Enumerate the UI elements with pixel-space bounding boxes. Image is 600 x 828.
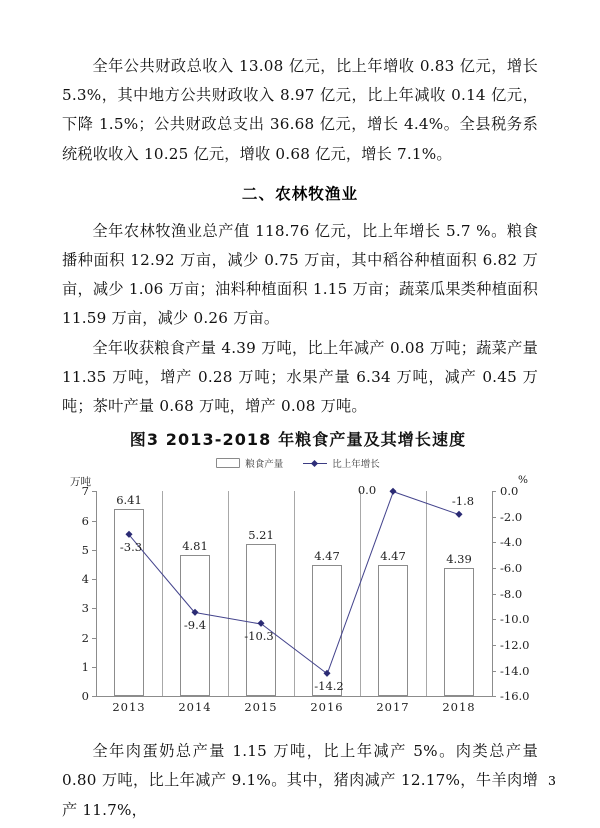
left-axis-tick-label: 4 (81, 572, 89, 587)
x-axis-label-2016: 2016 (310, 700, 344, 715)
paragraph-agriculture-output: 全年农林牧渔业总产值 118.76 亿元，比上年增长 5.7 %。粮食播种面积 12.92 万亩，减少 0.75 万亩，其中稻谷种植面积 6.82 万亩，减少 1.06 万亩；油料种植面积 1.15 万亩；蔬菜瓜果类种植面积 11.59 万亩，减少 0.26 万亩。 (62, 221, 538, 328)
left-axis-unit: 万吨 (70, 476, 91, 489)
legend-label-bar: 粮食产量 (245, 459, 284, 471)
page-number: 3 (548, 773, 556, 788)
left-axis-tick (92, 696, 96, 697)
line-point-2018 (456, 511, 462, 517)
line-point-2017 (390, 488, 396, 494)
x-axis-label-2017: 2017 (376, 700, 410, 715)
paragraph-finance: 全年公共财政总收入 13.08 亿元，比上年增收 0.83 亿元，增长 5.3%，其中地方公共财政收入 8.97 亿元，比上年减收 0.14 亿元，下降 1.5%；公共财政总支出 36.68 亿元，增长 4.4%。全县税务系统税收收入 10.25 亿元，增收 0.68 亿元，增长 7.1%。 (62, 57, 538, 163)
left-axis-tick (92, 667, 96, 668)
left-axis-tick (92, 579, 96, 580)
line-value-label: -9.4 (183, 617, 207, 632)
left-axis-tick-label: 2 (81, 630, 89, 645)
legend-line-swatch-icon (303, 459, 327, 467)
right-axis-tick-label: -16.0 (500, 689, 530, 704)
bottom-axis-line (96, 696, 492, 697)
chart-plot-area (81, 483, 530, 715)
left-axis-line (96, 491, 97, 696)
left-axis-tick (92, 491, 96, 492)
right-axis-unit: % (518, 474, 528, 487)
category-separator (162, 491, 163, 696)
chart-legend (60, 456, 536, 470)
left-axis-tick (92, 638, 96, 639)
right-axis-tick-label: -2.0 (500, 509, 523, 524)
bar-value-label: 5.21 (248, 527, 274, 542)
line-value-label: 0.0 (357, 483, 377, 498)
left-axis-tick-label: 5 (81, 542, 89, 557)
left-axis-tick (92, 608, 96, 609)
legend-bar-swatch-icon (216, 458, 240, 468)
x-axis-label-2018: 2018 (442, 700, 476, 715)
bar-2018 (444, 568, 474, 697)
legend-item-bar (216, 456, 283, 470)
category-separator (426, 491, 427, 696)
bar-value-label: 4.47 (380, 549, 406, 564)
chart-plot-wrapper (60, 472, 536, 734)
right-axis-tick (492, 542, 496, 543)
right-axis-tick-label: -14.0 (500, 663, 530, 678)
paragraph-crop-yield: 全年收获粮食产量 4.39 万吨，比上年减产 0.08 万吨；蔬菜产量 11.35 万吨，增产 0.28 万吨；水果产量 6.34 万吨，减产 0.45 万吨；茶叶产量 0.68 万吨，增产 0.08 万吨。 (62, 338, 538, 416)
right-axis-tick (492, 671, 496, 672)
line-value-label: -1.8 (451, 494, 475, 509)
category-separator (294, 491, 295, 696)
line-value-label: -10.3 (244, 629, 274, 644)
figure-grain-output-chart (60, 427, 536, 737)
right-axis-tick (492, 619, 496, 620)
right-axis-tick (492, 517, 496, 518)
right-axis-tick-label: 0.0 (500, 484, 519, 499)
bar-2017 (378, 565, 408, 696)
bar-2016 (312, 565, 342, 696)
right-axis-tick-label: -12.0 (500, 637, 530, 652)
line-value-label: -3.3 (119, 539, 143, 554)
line-value-label: -14.2 (314, 679, 344, 694)
left-axis-tick-label: 6 (81, 513, 89, 528)
section-heading-agriculture: 二、农林牧渔业 (241, 184, 359, 203)
right-axis-tick (492, 645, 496, 646)
x-axis-label-2013: 2013 (112, 700, 146, 715)
left-axis-tick-label: 7 (81, 484, 89, 499)
right-axis-tick-label: -8.0 (500, 586, 523, 601)
paragraph-livestock: 全年肉蛋奶总产量 1.15 万吨，比上年减产 5%。肉类总产量 0.80 万吨，比上年减产 9.1%。其中，猪肉减产 12.17%，牛羊肉增产 11.7%， (62, 742, 538, 819)
legend-label-line: 比上年增长 (332, 459, 380, 471)
bar-value-label: 4.47 (314, 549, 340, 564)
x-axis-label-2015: 2015 (244, 700, 278, 715)
left-axis-tick-label: 3 (81, 601, 89, 616)
right-axis-tick-label: -6.0 (500, 561, 523, 576)
right-axis-tick (492, 594, 496, 595)
left-axis-tick-label: 0 (81, 689, 89, 704)
bar-value-label: 4.81 (182, 539, 208, 554)
right-axis-tick (492, 568, 496, 569)
left-axis-tick (92, 521, 96, 522)
category-separator (360, 491, 361, 696)
chart-title: 图3 2013-2018 年粮食产量及其增长速度 (129, 430, 467, 450)
left-axis-tick-label: 1 (81, 659, 89, 674)
category-separator (228, 491, 229, 696)
legend-item-line (303, 456, 380, 470)
bar-value-label: 4.39 (446, 551, 472, 566)
bar-value-label: 6.41 (116, 492, 142, 507)
right-axis-tick (492, 696, 496, 697)
right-axis-tick-label: -4.0 (500, 535, 523, 550)
x-axis-label-2014: 2014 (178, 700, 212, 715)
right-axis-tick-label: -10.0 (500, 612, 530, 627)
left-axis-tick (92, 550, 96, 551)
right-axis-tick (492, 491, 496, 492)
